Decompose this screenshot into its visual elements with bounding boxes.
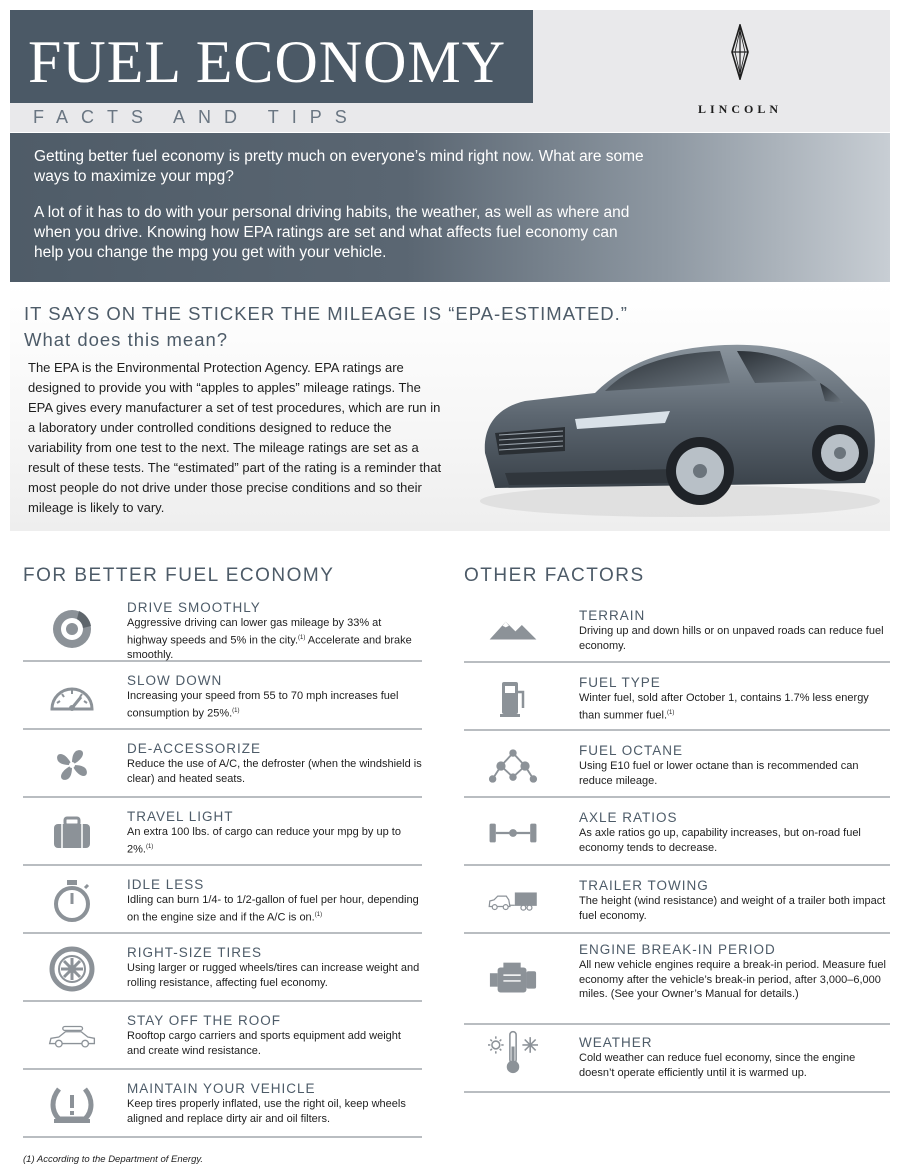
better-item-stay-off-the-roof [23,1002,422,1070]
better-item-title: MAINTAIN YOUR VEHICLE [127,1081,316,1096]
footnote-marker: (1) [232,707,240,714]
better-item-title: SLOW DOWN [127,673,223,688]
better-item-description: Using larger or rugged wheels/tires can increase weight and rolling resistance, affecting fuel economy. [127,962,420,989]
suitcase-icon [47,808,97,858]
fan-icon [47,740,97,790]
better-item-text [127,945,422,990]
other-item-description: Cold weather can reduce fuel economy, since the engine doesn’t operate efficiently until it is warmed up. [579,1052,856,1079]
better-item-text [127,877,422,925]
better-item-title: DRIVE SMOOTHLY [127,600,261,615]
other-factors-list [464,596,890,1093]
other-item-axle-ratios [464,798,890,866]
page-subtitle: FACTS AND TIPS [33,107,360,127]
better-item-description: Aggressive driving can lower gas mileage by 33% at highway speeds and 5% in the city.$^{(1)}$ Accelerate and brake smoothly. [127,617,412,661]
better-item-title: DE-ACCESSORIZE [127,741,262,756]
trailer-towing-icon [488,876,538,926]
better-item-description: Rooftop cargo carriers and sports equipment add weight and create wind resistance. [127,1030,401,1057]
other-item-text [579,743,890,788]
other-item-description: As axle ratios go up, capability increases, but on-road fuel economy tends to decrease. [579,827,861,854]
other-item-title: TERRAIN [579,608,646,623]
better-item-text [127,600,422,662]
better-fuel-economy-title: FOR BETTER FUEL ECONOMY [23,565,335,586]
brake-disc-icon [47,604,97,654]
title-box [10,10,533,103]
tire-pressure-warning-icon [47,1080,97,1130]
page-title: FUEL ECONOMY [28,29,507,95]
footnote-marker: (1) [298,634,306,641]
better-item-idle-less [23,866,422,934]
other-item-engine-break-in-period [464,934,890,1025]
other-item-description: The height (wind resistance) and weight of a trailer both impact fuel economy. [579,895,886,922]
epa-subheading: What does this mean? [24,329,229,350]
better-item-title: RIGHT-SIZE TIRES [127,945,263,960]
axle-icon [488,808,538,858]
intro-banner [10,133,890,282]
other-item-title: TRAILER TOWING [579,878,709,893]
other-item-description: Winter fuel, sold after October 1, contains 1.7% less energy than summer fuel.$^{(1)}$ [579,692,869,722]
other-item-description: Using E10 fuel or lower octane than is recommended can reduce mileage. [579,760,859,787]
engine-icon [488,954,538,1004]
other-item-description: Driving up and down hills or on unpaved roads can reduce fuel economy. [579,625,884,652]
better-fuel-economy-list [23,596,422,1138]
footnote-marker: (1) [145,843,154,850]
better-item-description: Reduce the use of A/C, the defroster (when the windshield is clear) and heated seats. [127,758,422,785]
other-item-title: FUEL TYPE [579,675,661,690]
better-item-description: An extra 100 lbs. of cargo can reduce your mpg by up to 2%.$^{(1)}$ [127,826,401,856]
better-item-description: Idling can burn 1/4- to 1/2-gallon of fuel per hour, depending on the engine size and if the A/C is on.$^{(1)}$ [127,894,419,924]
other-item-text [579,878,890,923]
better-item-description: Increasing your speed from 55 to 70 mph increases fuel consumption by 25%.$^{(1)}$ [127,690,399,720]
intro-paragraph-1: Getting better fuel economy is pretty much on everyone’s mind right now. What are some ways to maximize your mpg? [34,148,644,185]
other-item-text [579,608,890,653]
footnote: (1) According to the Department of Energy. [23,1154,204,1165]
better-item-slow-down [23,662,422,730]
intro-paragraph-2: A lot of it has to do with your personal driving habits, the weather, as well as where and when you drive. Knowing how EPA ratings are set and what affects fuel economy can help you change the mpg you get with your vehicle. [34,204,630,261]
epa-body: The EPA is the Environmental Protection Agency. EPA ratings are designed to provide you with “apples to apples” mileage ratings. The EPA gives every manufacturer a set of test procedures, which are run in a laboratory under controlled conditions designed to reduce the variability from one test to the next. The mileage ratings are set as a result of these tests. The “estimated” part of the rating is a reminder that most people do not drive under those precise conditions and so their mileage is likely to vary. [28,360,442,515]
molecule-icon [488,741,538,791]
lincoln-sedan-image [465,323,885,528]
thermometer-weather-icon [488,1027,538,1077]
other-item-trailer-towing [464,866,890,934]
better-item-maintain-your-vehicle [23,1070,422,1138]
other-item-text [579,675,890,723]
other-item-title: ENGINE BREAK-IN PERIOD [579,942,776,957]
better-item-text [127,1081,422,1126]
lincoln-logo [670,24,810,114]
other-item-fuel-type [464,663,890,731]
speedometer-icon [47,672,97,722]
footnote-marker: (1) [667,709,675,716]
other-item-weather [464,1025,890,1093]
better-item-de-accessorize [23,730,422,798]
epa-heading: IT SAYS ON THE STICKER THE MILEAGE IS “EPA-ESTIMATED.” [24,303,628,324]
better-item-right-size-tires [23,934,422,1002]
other-item-title: WEATHER [579,1035,653,1050]
better-item-description: Keep tires properly inflated, use the right oil, keep wheels aligned and replace dirty air and oil filters. [127,1098,406,1125]
mountains-icon [488,604,538,654]
better-item-title: STAY OFF THE ROOF [127,1013,282,1028]
other-item-text [579,942,890,1002]
roof-cargo-car-icon [47,1012,97,1062]
footnote-marker: (1) [314,911,323,918]
other-item-title: FUEL OCTANE [579,743,684,758]
better-item-drive-smoothly [23,596,422,662]
better-item-title: TRAVEL LIGHT [127,809,234,824]
better-item-text [127,809,422,857]
fuel-pump-icon [488,673,538,723]
brand-name: LINCOLN [697,102,782,116]
other-item-description: All new vehicle engines require a break-in period. Measure fuel economy after the vehicle’s break-in period, after 3,000–6,000 miles. (See your Owner’s Manual for details.) [579,959,886,1000]
other-item-terrain [464,596,890,663]
lincoln-star-icon [730,24,750,80]
better-item-text [127,673,422,721]
other-factors-title: OTHER FACTORS [464,565,645,586]
other-item-text [579,810,890,855]
tire-icon [47,944,97,994]
header [10,10,890,132]
stopwatch-icon [47,876,97,926]
other-item-fuel-octane [464,731,890,798]
better-item-title: IDLE LESS [127,877,205,892]
better-item-text [127,1013,422,1058]
better-item-travel-light [23,798,422,866]
better-item-text [127,741,422,786]
other-item-title: AXLE RATIOS [579,810,678,825]
epa-section [10,283,890,531]
other-item-text [579,1035,890,1080]
